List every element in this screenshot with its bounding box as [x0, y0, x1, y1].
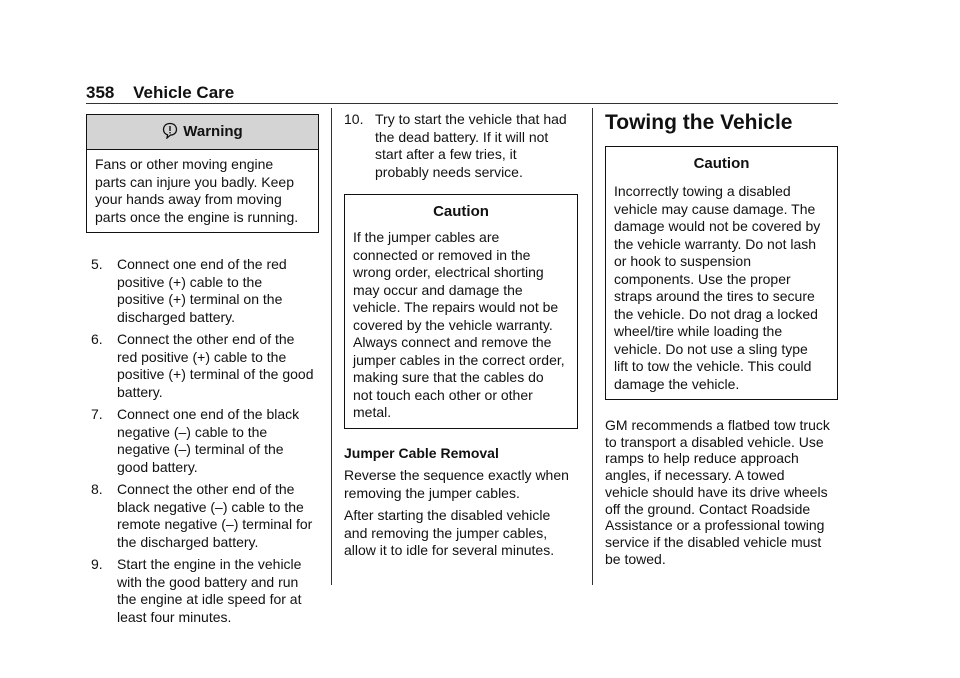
paragraph-line: and removing the jumper cables, [344, 524, 548, 541]
step-line: negative (–) terminal of the [117, 441, 284, 457]
caution-box-towing [605, 146, 838, 400]
towing-heading: Towing the Vehicle [605, 111, 793, 134]
step-line: the discharged battery. [117, 533, 259, 550]
towing-paragraph [605, 417, 838, 567]
list-item [86, 331, 319, 401]
page-number: 358 [86, 83, 115, 102]
step-line: discharged battery. [117, 308, 236, 325]
paragraph-line: Assistance or a professional towing [605, 517, 825, 534]
warning-line: your hands away from moving [95, 191, 282, 207]
step-line: Connect the other end of the [117, 331, 295, 347]
paragraph-line: allow it to idle for several minutes. [344, 542, 555, 558]
step-line: negative (–) cable to the [117, 423, 268, 440]
step-line: remote negative (–) terminal for [117, 516, 313, 532]
header-rule [86, 103, 838, 104]
removal-paragraph-1 [344, 467, 578, 502]
caution-line: metal. [353, 404, 392, 420]
caution-line: making sure that the cables do [353, 369, 544, 385]
list-item [86, 556, 319, 626]
step-line: positive (+) terminal on the [117, 291, 283, 307]
list-item [86, 256, 319, 326]
caution-line: covered by the vehicle warranty. [353, 316, 553, 333]
paragraph-line: ramps to help reduce approach [605, 450, 799, 467]
warning-title-text: Warning [183, 123, 243, 140]
step-number: 8. [91, 481, 103, 497]
column-2 [344, 108, 578, 560]
caution-line: vehicle may cause damage. The [614, 200, 816, 217]
warning-speech-icon [162, 122, 178, 139]
paragraph-line: be towed. [605, 550, 666, 567]
paragraph-line: to transport a disabled vehicle. Use [605, 433, 824, 450]
step-number: 10. [344, 111, 364, 127]
jumper-cable-removal-heading: Jumper Cable Removal [344, 444, 499, 461]
list-item [86, 481, 319, 551]
step-line: Start the engine in the vehicle [117, 556, 302, 572]
column-3 [605, 108, 838, 567]
paragraph-line: vehicle should have its drive wheels [605, 483, 828, 500]
step-line: the engine at idle speed for at [117, 591, 302, 607]
caution-line: or hook to suspension [614, 253, 751, 269]
caution-line: the vehicle. Do not drag a locked [614, 305, 818, 322]
step-line: red positive (+) cable to the [117, 348, 287, 365]
warning-line: Fans or other moving engine [95, 156, 274, 172]
towing-caution-title: Caution [693, 155, 750, 172]
page-header [86, 83, 234, 103]
removal-paragraph-2 [344, 507, 578, 560]
step-number: 5. [91, 256, 103, 272]
step-number: 9. [91, 556, 103, 572]
section-title: Vehicle Care [133, 83, 235, 102]
caution-line: lift to tow the vehicle. This could [614, 358, 812, 374]
step-line: start after a few tries, it [375, 146, 517, 162]
warning-line: parts once the engine is running. [95, 208, 299, 225]
step-line: with the good battery and run [117, 573, 299, 590]
warning-body [87, 150, 318, 232]
caution-line: straps around the tires to secure [614, 288, 815, 304]
caution-line: may occur and damage the [353, 281, 523, 298]
step-line: least four minutes. [117, 608, 232, 625]
paragraph-line: service if the disabled vehicle must [605, 533, 822, 550]
list-item [344, 111, 578, 181]
warning-box [86, 114, 319, 233]
caution-title: Caution [433, 203, 489, 220]
step-line: positive (+) cable to the [117, 273, 263, 290]
step-line: black negative (–) cable to the [117, 498, 304, 515]
caution-line: damage the vehicle. [614, 375, 740, 392]
column-divider-2 [592, 108, 593, 585]
step-line: good battery. [117, 458, 198, 475]
caution-line: vehicle. Do not use a sling type [614, 340, 808, 357]
caution-line: wheel/tire while loading the [614, 323, 783, 339]
paragraph-line: angles, if necessary. A towed [605, 467, 785, 484]
caution-line: the vehicle warranty. Do not lash [614, 235, 817, 252]
steps-list [86, 256, 319, 626]
caution-line: damage would not be covered by [614, 218, 821, 234]
towing-caution-body [606, 181, 837, 399]
paragraph-line: GM recommends a flatbed tow truck [605, 417, 830, 433]
step-line: Connect the other end of the [117, 481, 295, 497]
column-1 [86, 108, 319, 626]
step-number: 6. [91, 331, 103, 347]
step-line: probably needs service. [375, 163, 523, 180]
caution-line: jumper cables in the correct order, [353, 351, 565, 368]
step-line: battery. [117, 383, 163, 400]
caution-line: not touch each other or other [353, 386, 533, 403]
paragraph-line: After starting the disabled vehicle [344, 507, 551, 523]
list-item [86, 406, 319, 476]
step-line: the dead battery. If it will not [375, 128, 549, 145]
caution-body [345, 229, 577, 428]
step-number: 7. [91, 406, 103, 422]
step-line: Connect one end of the red [117, 256, 287, 272]
step-line: Connect one end of the black [117, 406, 300, 422]
caution-line: Always connect and remove the [353, 334, 552, 350]
warning-title [87, 115, 318, 150]
caution-line: If the jumper cables are [353, 229, 500, 245]
caution-line: components. Use the proper [614, 270, 791, 287]
caution-line: Incorrectly towing a disabled [614, 183, 791, 199]
caution-line: connected or removed in the [353, 246, 531, 263]
caution-line: wrong order, electrical shorting [353, 264, 544, 280]
step-line: Try to start the vehicle that had [375, 111, 567, 127]
warning-line: parts can injure you badly. Keep [95, 173, 294, 190]
caution-line: vehicle. The repairs would not be [353, 299, 559, 315]
paragraph-line: off the ground. Contact Roadside [605, 500, 811, 517]
paragraph-line: Reverse the sequence exactly when [344, 467, 569, 483]
column-divider-1 [331, 108, 332, 585]
paragraph-line: removing the jumper cables. [344, 484, 520, 501]
step-line: positive (+) terminal of the good [117, 366, 314, 382]
caution-box-jumper [344, 194, 578, 429]
